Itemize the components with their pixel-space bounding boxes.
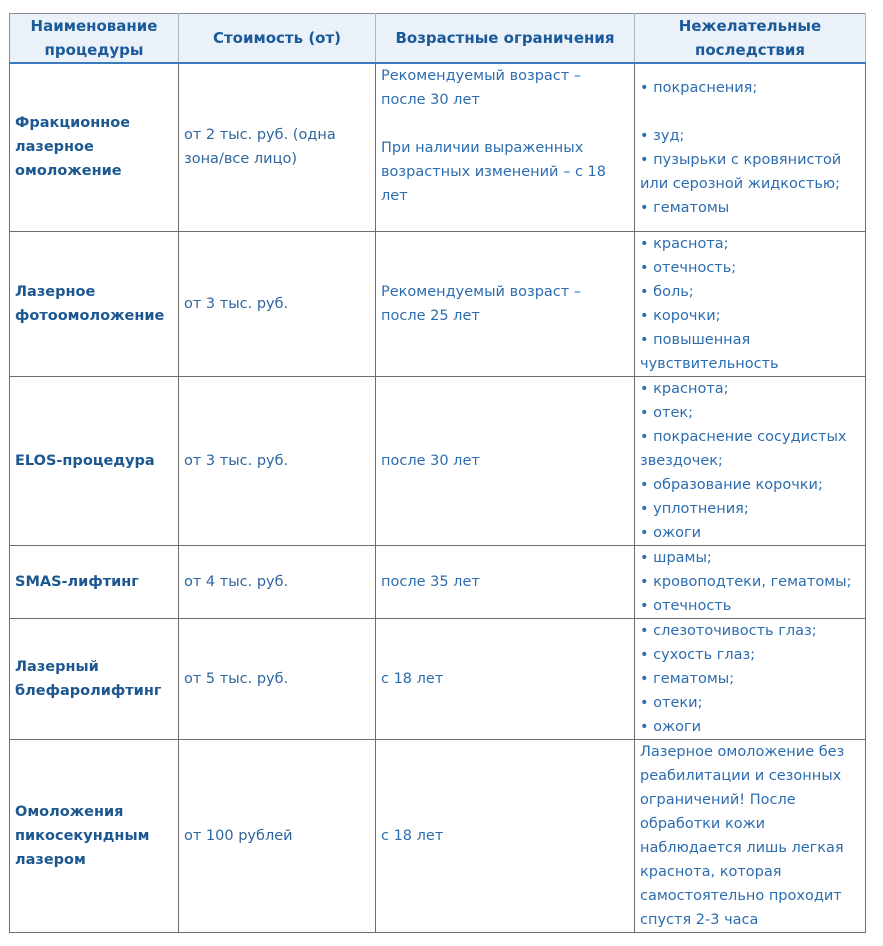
procedure-name: Лазерный блефаролифтинг xyxy=(10,618,179,739)
effect-item: • уплотнения; xyxy=(640,497,860,521)
effect-item: • отек; xyxy=(640,401,860,425)
effect-item: • ожоги xyxy=(640,715,860,739)
effect-item: • гематомы; xyxy=(640,667,860,691)
header-cost: Стоимость (от) xyxy=(179,14,376,64)
age-text: с 18 лет xyxy=(381,670,444,687)
procedure-age xyxy=(376,231,635,376)
age-text: При наличии выраженных возрастных изменений – с 18 лет xyxy=(381,140,606,204)
procedure-cost: от 2 тыс. руб. (одна зона/все лицо) xyxy=(179,63,376,231)
procedure-age xyxy=(376,618,635,739)
age-text: после 30 лет xyxy=(381,452,480,469)
procedure-cost: от 4 тыс. руб. xyxy=(179,545,376,618)
effect-item: • гематомы xyxy=(640,196,860,220)
effect-item: • краснота; xyxy=(640,377,860,401)
effect-item: • покраснение сосудистых звездочек; xyxy=(640,425,860,473)
procedure-name: SMAS-лифтинг xyxy=(10,545,179,618)
procedure-age xyxy=(376,545,635,618)
effect-item: • отечность xyxy=(640,594,860,618)
effect-item: • боль; xyxy=(640,280,860,304)
procedure-effects xyxy=(635,545,866,618)
procedure-effects xyxy=(635,618,866,739)
procedures-table-container xyxy=(9,13,866,933)
table-row xyxy=(10,545,866,618)
effect-item: • образование корочки; xyxy=(640,473,860,497)
effect-item: • отечность; xyxy=(640,256,860,280)
procedures-table xyxy=(9,13,866,933)
procedure-age xyxy=(376,739,635,932)
procedure-age xyxy=(376,63,635,231)
procedure-cost: от 3 тыс. руб. xyxy=(179,231,376,376)
effect-item: • шрамы; xyxy=(640,546,860,570)
header-name: Наименование процедуры xyxy=(10,14,179,64)
effect-item: • сухость глаз; xyxy=(640,643,860,667)
table-row xyxy=(10,618,866,739)
table-header-row xyxy=(10,14,866,64)
effect-item: • покраснения; xyxy=(640,76,860,100)
age-text: Рекомендуемый возраст – после 30 лет xyxy=(381,68,582,108)
procedure-name: Лазерное фотоомоложение xyxy=(10,231,179,376)
effect-item: • краснота; xyxy=(640,232,860,256)
procedure-age xyxy=(376,376,635,545)
procedure-cost: от 100 рублей xyxy=(179,739,376,932)
procedure-name: Фракционное лазерное омоложение xyxy=(10,63,179,231)
effect-item: • отеки; xyxy=(640,691,860,715)
procedure-cost: от 3 тыс. руб. xyxy=(179,376,376,545)
effect-item: • повышенная чувствительность xyxy=(640,328,860,376)
table-row xyxy=(10,739,866,932)
procedure-effects-text: Лазерное омоложение без реабилитации и сезонных ограничений! После обработки кожи наблюдается лишь легкая краснота, которая самостоятельно проходит спустя 2-3 часа xyxy=(635,739,866,932)
table-row xyxy=(10,63,866,231)
age-text: после 35 лет xyxy=(381,573,480,590)
table-row xyxy=(10,231,866,376)
procedure-effects xyxy=(635,63,866,231)
header-effects: Нежелательные последствия xyxy=(635,14,866,64)
effect-item: • пузырьки с кровянистой или серозной жидкостью; xyxy=(640,148,860,196)
age-text: с 18 лет xyxy=(381,827,444,844)
procedure-cost: от 5 тыс. руб. xyxy=(179,618,376,739)
procedure-effects xyxy=(635,376,866,545)
effect-item: • кровоподтеки, гематомы; xyxy=(640,570,860,594)
procedure-name: ELOS-процедура xyxy=(10,376,179,545)
table-row xyxy=(10,376,866,545)
age-text: Рекомендуемый возраст – после 25 лет xyxy=(381,283,582,324)
effect-item: • слезоточивость глаз; xyxy=(640,619,860,643)
header-age: Возрастные ограничения xyxy=(376,14,635,64)
procedure-name: Омоложения пикосекундным лазером xyxy=(10,739,179,932)
procedure-effects xyxy=(635,231,866,376)
effect-item: • зуд; xyxy=(640,124,860,148)
effect-item: • корочки; xyxy=(640,304,860,328)
effect-item: • ожоги xyxy=(640,521,860,545)
